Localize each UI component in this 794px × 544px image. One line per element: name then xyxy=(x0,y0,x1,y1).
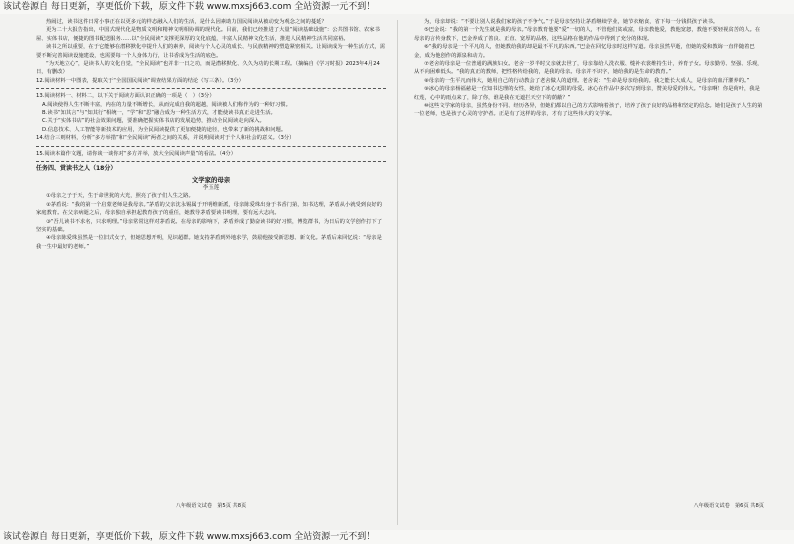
option-c: C.关于“实体书店”的社会效果问题，要准确把握实体书店的发展趋势，推动全民阅读走向深入。 xyxy=(42,118,265,125)
left-page xyxy=(36,18,386,528)
article-paragraph: ②茅盾说：“我的第一个启蒙老师是我母亲。”茅盾的父亲沈永锡属于开明维新派，母亲陈爱珠出身于书香门第，知书达理，茅盾从小就受到良好的家庭教育。在父亲病逝之后，母亲独自承担起教育孩子的重任，她教导茅盾要读书明理，要有远大志向。 xyxy=(36,201,382,217)
section-heading: 任务四、赏读书之人（18分） xyxy=(36,165,117,173)
article-author: 李玉莲 xyxy=(202,184,220,191)
article-paragraph: ④母亲陈爱珠虽然是一位旧式女子，但她思想开明，见识超群。她支持茅盾到外地求学，鼓励他接受新思想、新文化。茅盾后来回忆说：“母亲是我一生中最好的老师。” xyxy=(36,235,382,250)
answer-line xyxy=(36,161,386,162)
article-paragraph: ⑨冰心的母亲杨福慈是一位知书达理的女性，她给了冰心无限的母爱。冰心在作品中多次写到母亲，赞美母爱的伟大。“母亲啊！你是荷叶，我是红莲，心中的雨点来了，除了你，谁是我在无遮拦天空下的荫蔽？” xyxy=(414,86,760,101)
page-footer-left: 八年级语文试卷 第5页 共8页 xyxy=(175,503,247,509)
question-12: 12.阅读材料一中图表，提取关于“全国国民阅读”调查结果方面的结论（写三条）。（3分） xyxy=(36,77,244,84)
question-14: 14.结合三则材料，分析“多方举措”和“全民阅读”两者之间的关系，并说明阅读对于个人和社会的意义。（3分） xyxy=(36,135,295,142)
option-d: D.信息技术、人工智能等新技术的应用，为全民阅读提供了更加便捷的途径，也带来了新的挑战和问题。 xyxy=(42,126,287,133)
article-paragraph: ⑦老舍的母亲是一位普通的满族妇女。老舍一岁半时父亲就去世了，母亲靠给人洗衣服、缝补衣裳维持生计，养育子女。母亲勤劳、坚强、乐观，从不向困难低头。“我的真正的教师，把性格传给我的，是我的母亲。母亲并不识字，她给我的是生命的教育。” xyxy=(414,61,763,76)
answer-line xyxy=(36,146,386,147)
answer-line xyxy=(36,88,386,89)
material-paragraph: 更为二十大报告指出，中国式现代化是物质文明和精神文明相协调的现代化。目前，我们已经推进了大量“阅读基础设施”：公共图书馆、农家书屋、实体书店，便捷的图书配送服务……以“全民阅读”支撑更深厚的文化底蕴，丰富人民精神文化生活，推进人民精神生活共同富裕。 xyxy=(36,27,380,42)
material-paragraph: “为天地立心”，是读书人的文化自觉，“全民阅读”也并非一日之功，而是潜移默化、久久为功的长期工程。（摘编自《学习时报》2023年4月24日，有删改） xyxy=(36,61,380,76)
question-13: 13.阅读材料一、材料二，以下关于阅读方面认识正确的一项是（ ）（3分） xyxy=(36,93,215,100)
right-page xyxy=(414,18,764,528)
top-watermark-banner: 该试卷源自 每日更新，享更低价下载，原文件下载 www.mxsj663.com 全站资源一元不到！ xyxy=(0,0,794,14)
article-paragraph: 为，母亲却说：“不要让别人说我们家的孩子不争气。”于是母亲坚持让茅盾继续学业，她节衣缩食，省下每一分钱供孩子读书。 xyxy=(424,19,719,25)
option-a: A.阅读使得人生不断丰富，内在的力量不断增长，从而完成自我的超越，阅读被人们称作为的一种好习惯。 xyxy=(42,101,291,108)
article-paragraph: ⑥“我的母亲是一个平凡的人，但她教给我的却是最不平凡的东西。”巴金在回忆母亲时这样写道。母亲虽然早逝，但她的爱和教诲一直伴随着巴金，成为他创作的源泉和动力。 xyxy=(414,44,755,59)
material-paragraph: 读书之所以重要，在于它能够在潜移默化中提升人们的素养，阅读与个人心灵的成长、与民族精神的塑造紧密相关。让阅读成为一种生活方式，需要不断完善阅读设施建设，也需要每一个人身体力行，让书香成为生活的底色。 xyxy=(36,44,386,59)
page-footer-right: 八年级语文试卷 第6页 共8页 xyxy=(693,503,764,509)
article-paragraph: ⑧母亲的一生平凡而伟大，她用自己的行动教会了老舍做人的道理。老舍说：“生命是母亲给我的。我之能长大成人，是母亲的血汗灌养的。” xyxy=(424,77,750,84)
article-paragraph: ⑤巴金说：“我的第一个先生就是我的母亲。”母亲教育他要“爱”一切的人，不管他们贫或富，母亲教他爱，教他宽恕，教他不要轻视贫苦的人。在母亲的言传身教下，巴金养成了善良、正直、宽厚的品格，这些品格在他的作品中得到了充分的体现。 xyxy=(414,27,761,42)
page-fold-divider xyxy=(397,20,398,525)
article-paragraph: ③“吾儿读书不求名，只求明理。”母亲常常这样对茅盾说。在母亲的影响下，茅盾养成了勤奋读书的好习惯，博览群书，为日后的文学创作打下了坚实的基础。 xyxy=(36,218,382,233)
material-paragraph: 热闹过，读书这件日常小事正在以更多元的样态融入人们的生活，是什么因素助力国民阅读从被动变为观念之间的蔓延？ xyxy=(46,19,327,25)
bottom-watermark-banner: 该试卷源自 每日更新，享更低价下载，原文件下载 www.mxsj663.com 全站资源一元不到！ xyxy=(0,530,794,544)
article-paragraph: ①母亲之子于天，生于命世犹的大光，照亮了孩子们人生之路。 xyxy=(46,193,194,200)
article-title: 文学家的母亲 xyxy=(191,175,231,184)
option-b: B.读书“知其言”与“知其行”相统一，“学”和“思”融合成为一种生活方式，才能使读书真正走进生活。 xyxy=(42,110,276,117)
question-15: 15.阅读本篇作文题，请你谈一谈你对“多方并举，放大全民阅读声量”的看法。（4分） xyxy=(36,150,237,157)
article-paragraph: ⑩这些文学家的母亲，虽然身份不同、经历各异，但她们都以自己的方式影响着孩子，培养了孩子良好的品格和坚定的信念。她们是孩子人生的第一位老师，也是孩子心灵的守护者。正是有了这样的母亲，才有了这些伟大的文学家。 xyxy=(414,103,763,118)
